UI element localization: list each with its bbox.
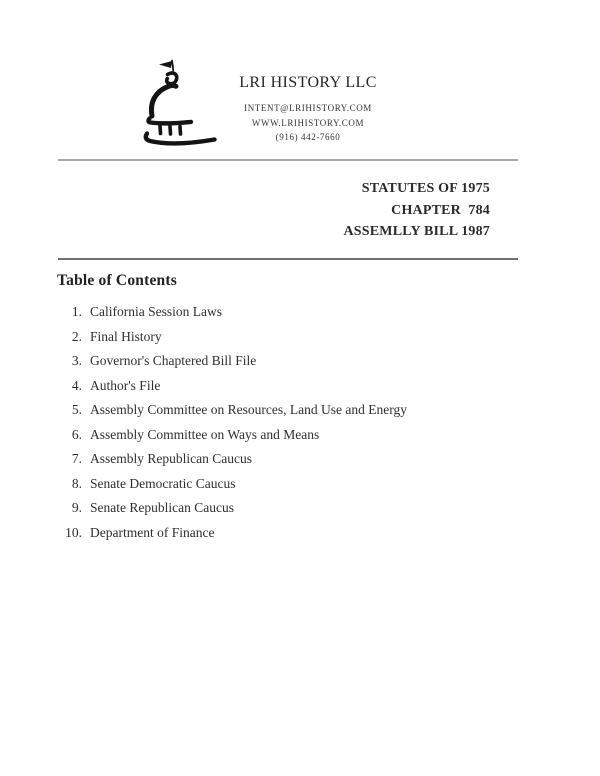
toc-item-number: 5. [71, 402, 82, 417]
toc-item-number: 4. [71, 377, 82, 393]
toc-title: Table of Contents [57, 272, 177, 289]
company-name: LRI HISTORY LLC [239, 74, 377, 91]
statutes-line: STATUTES OF 1975 [361, 181, 490, 196]
company-website: WWW.LRIHISTORY.COM [251, 117, 365, 128]
chapter-line: CHAPTER 784 [391, 202, 490, 218]
company-email: INTENT@LRIHISTORY.COM [244, 103, 372, 113]
toc-item-label: Assembly Republican Caucus [90, 451, 252, 466]
toc-item-number: 10. [65, 524, 82, 540]
company-phone: (916) 442-7660 [275, 132, 341, 142]
toc-item-number: 1. [71, 304, 82, 319]
statute-reference [58, 178, 490, 243]
letterhead [203, 74, 413, 145]
toc-item-label: Assembly Committee on Ways and Means [90, 426, 320, 442]
toc-item-label: Assembly Committee on Resources, Land Use and Energy [90, 402, 407, 417]
toc-item-label: California Session Laws [90, 304, 222, 319]
toc-item [57, 428, 517, 442]
toc-item [57, 403, 517, 417]
toc-list [57, 305, 517, 550]
toc-item [57, 452, 517, 466]
toc-item-label: Department of Finance [90, 524, 215, 540]
toc-item-label: Senate Republican Caucus [90, 500, 234, 515]
toc-item [57, 526, 517, 540]
toc-item-number: 8. [71, 475, 82, 491]
toc-item [57, 305, 517, 319]
toc-item [57, 354, 517, 368]
divider-top [58, 159, 518, 161]
toc-item [57, 379, 517, 393]
bill-line: ASSEMLLY BILL 1987 [343, 224, 490, 239]
divider-bottom [58, 258, 518, 260]
toc-item [57, 501, 517, 515]
toc-item [57, 330, 517, 344]
toc-item-label: Author's File [90, 377, 161, 393]
toc-item-label: Senate Democratic Caucus [90, 475, 236, 491]
toc-item-label: Governor's Chaptered Bill File [90, 353, 257, 368]
toc-item-label: Final History [90, 328, 162, 344]
toc-item-number: 3. [71, 353, 82, 368]
toc-item-number: 2. [71, 328, 82, 344]
toc-item [57, 477, 517, 491]
toc-item-number: 6. [71, 426, 82, 442]
toc-item-number: 9. [71, 500, 82, 515]
toc-item-number: 7. [71, 451, 82, 466]
